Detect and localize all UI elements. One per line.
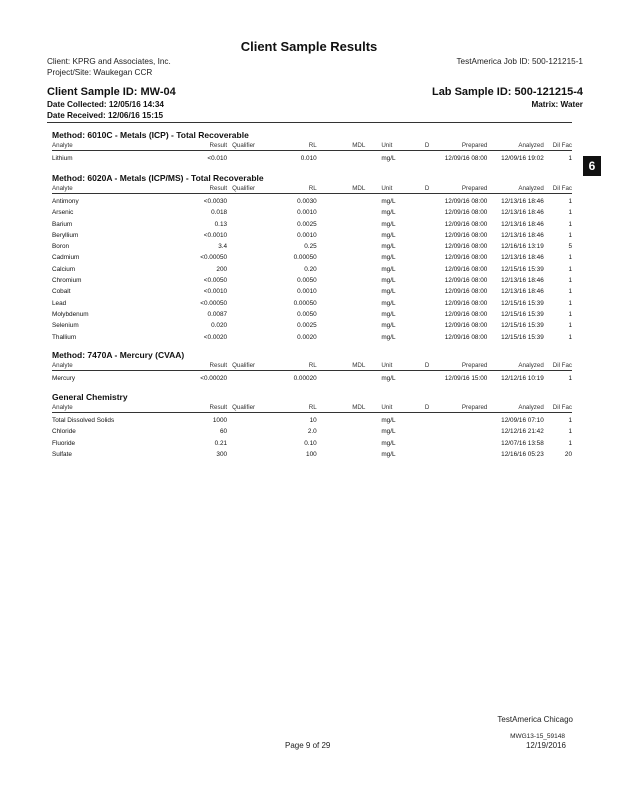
cell-dil: 1 xyxy=(568,417,572,424)
cell-mdl xyxy=(317,196,366,207)
cell-dil: 1 xyxy=(568,439,572,447)
cell-qualifier xyxy=(227,332,276,343)
cell-result: 0.0087 xyxy=(207,310,228,318)
column-header-analyzed: Analyzed xyxy=(518,185,544,192)
table-row xyxy=(52,426,572,437)
method-section xyxy=(52,130,572,164)
column-header-qualifier: Qualifier xyxy=(232,185,256,192)
cell-analyzed: 12/13/16 18:46 xyxy=(501,231,544,239)
cell-dil: 1 xyxy=(568,265,572,273)
cell-unit: mg/L xyxy=(381,417,396,424)
cell-dil: 1 xyxy=(568,277,572,285)
cell-analyte: Selenium xyxy=(52,322,79,330)
cell-analyzed: 12/13/16 18:46 xyxy=(501,254,544,262)
cell-mdl xyxy=(317,426,366,437)
cell-result: 1000 xyxy=(212,417,228,424)
cell-unit: mg/L xyxy=(381,265,396,273)
cell-rl: 0.10 xyxy=(304,439,317,447)
cell-qualifier xyxy=(227,298,276,309)
cell-prepared xyxy=(434,415,488,426)
job-id: TestAmerica Job ID: 500-121215-1 xyxy=(456,57,583,66)
column-header-mdl: MDL xyxy=(352,404,366,411)
cell-qualifier xyxy=(227,275,276,286)
cell-mdl xyxy=(317,219,366,230)
column-header-qualifier: Qualifier xyxy=(232,362,256,369)
column-header-row xyxy=(52,184,572,194)
cell-prepared: 12/09/16 08:00 xyxy=(444,265,488,273)
cell-qualifier xyxy=(227,219,276,230)
column-header-result: Result xyxy=(209,362,228,369)
cell-dil: 1 xyxy=(568,299,572,307)
column-header-result: Result xyxy=(209,142,228,149)
cell-unit: mg/L xyxy=(381,288,396,296)
cell-d xyxy=(420,298,434,309)
cell-rl: 0.00050 xyxy=(293,299,317,307)
cell-qualifier xyxy=(227,196,276,207)
cell-dil: 1 xyxy=(568,198,572,205)
cell-result: <0.00020 xyxy=(200,375,228,382)
cell-qualifier xyxy=(227,426,276,437)
column-header-unit: Unit xyxy=(381,404,393,411)
column-header-rl: RL xyxy=(308,142,317,149)
column-header-analyzed: Analyzed xyxy=(518,142,544,149)
cell-dil: 1 xyxy=(568,220,572,228)
table-row xyxy=(52,207,572,218)
cell-d xyxy=(420,449,434,460)
cell-prepared: 12/09/16 08:00 xyxy=(444,231,488,239)
cell-analyzed: 12/16/16 13:19 xyxy=(501,243,544,251)
cell-d xyxy=(420,415,434,426)
cell-d xyxy=(420,332,434,343)
cell-unit: mg/L xyxy=(381,220,396,228)
footer-date: 12/19/2016 xyxy=(525,741,566,750)
cell-rl: 0.00050 xyxy=(293,254,317,262)
cell-qualifier xyxy=(227,264,276,275)
column-header-prepared: Prepared xyxy=(461,362,488,369)
cell-result: <0.010 xyxy=(207,155,228,162)
cell-analyzed: 12/13/16 18:46 xyxy=(501,277,544,285)
cell-d xyxy=(420,241,434,252)
cell-dil: 1 xyxy=(568,310,572,318)
cell-rl: 0.0030 xyxy=(297,198,317,205)
method-section xyxy=(52,173,572,343)
cell-analyzed: 12/15/16 15:39 xyxy=(501,310,544,318)
cell-dil: 1 xyxy=(568,288,572,296)
cell-qualifier xyxy=(227,449,276,460)
cell-d xyxy=(420,320,434,331)
cell-rl: 0.00020 xyxy=(293,375,317,382)
cell-prepared: 12/09/16 08:00 xyxy=(444,277,488,285)
cell-mdl xyxy=(317,207,366,218)
cell-prepared: 12/09/16 08:00 xyxy=(444,220,488,228)
cell-rl: 2.0 xyxy=(307,428,317,436)
cell-analyte: Arsenic xyxy=(52,209,74,217)
cell-prepared xyxy=(434,426,488,437)
cell-d xyxy=(420,373,434,384)
column-header-rl: RL xyxy=(308,362,317,369)
column-header-dil: Dil Fac xyxy=(552,404,572,411)
cell-qualifier xyxy=(227,373,276,384)
client-name: Client: KPRG and Associates, Inc. xyxy=(47,57,171,66)
cell-unit: mg/L xyxy=(381,450,396,458)
column-header-rl: RL xyxy=(308,404,317,411)
column-header-rl: RL xyxy=(308,185,317,192)
cell-unit: mg/L xyxy=(381,231,396,239)
cell-unit: mg/L xyxy=(381,254,396,262)
column-header-qualifier: Qualifier xyxy=(232,142,256,149)
cell-result: 200 xyxy=(216,265,228,273)
cell-analyte: Chromium xyxy=(52,277,82,285)
cell-prepared: 12/09/16 08:00 xyxy=(444,299,488,307)
column-header-analyte: Analyte xyxy=(52,185,73,192)
cell-analyzed: 12/15/16 15:39 xyxy=(501,333,544,341)
cell-result: 0.020 xyxy=(211,322,228,330)
method-title: Method: 6020A - Metals (ICP/MS) - Total Recoverable xyxy=(52,173,264,183)
method-title: Method: 6010C - Metals (ICP) - Total Recoverable xyxy=(52,130,249,140)
cell-dil: 1 xyxy=(568,254,572,262)
column-header-dil: Dil Fac xyxy=(552,142,572,149)
column-header-analyte: Analyte xyxy=(52,142,73,149)
cell-prepared: 12/09/16 08:00 xyxy=(444,254,488,262)
cell-d xyxy=(420,153,434,164)
cell-analyzed: 12/13/16 18:46 xyxy=(501,288,544,296)
cell-analyzed: 12/09/16 07:10 xyxy=(501,417,544,424)
column-header-prepared: Prepared xyxy=(461,185,488,192)
client-sample-id: Client Sample ID: MW-04 xyxy=(47,86,176,98)
cell-analyzed: 12/09/16 19:02 xyxy=(501,155,544,162)
cell-mdl xyxy=(317,449,366,460)
cell-d xyxy=(420,219,434,230)
cell-prepared: 12/09/16 08:00 xyxy=(444,198,488,205)
cell-prepared: 12/09/16 08:00 xyxy=(444,322,488,330)
cell-qualifier xyxy=(227,252,276,263)
cell-rl: 0.0010 xyxy=(297,231,317,239)
cell-analyte: Thallium xyxy=(52,333,77,341)
cell-unit: mg/L xyxy=(381,243,396,251)
cell-mdl xyxy=(317,230,366,241)
cell-mdl xyxy=(317,438,366,449)
cell-rl: 0.0020 xyxy=(297,333,317,341)
cell-d xyxy=(420,196,434,207)
table-row xyxy=(52,241,572,252)
cell-result: 300 xyxy=(216,450,228,458)
footer-doc-id: MWG13-15_59148 xyxy=(510,733,565,740)
cell-unit: mg/L xyxy=(381,155,396,162)
cell-unit: mg/L xyxy=(381,333,396,341)
cell-qualifier xyxy=(227,309,276,320)
cell-mdl xyxy=(317,309,366,320)
cell-analyte: Sulfate xyxy=(52,450,72,458)
cell-unit: mg/L xyxy=(381,310,396,318)
cell-analyte: Beryllium xyxy=(52,231,79,239)
table-row xyxy=(52,415,572,426)
cell-analyzed: 12/13/16 18:46 xyxy=(501,198,544,205)
cell-mdl xyxy=(317,298,366,309)
cell-dil: 5 xyxy=(568,243,572,251)
column-header-unit: Unit xyxy=(381,362,393,369)
cell-result: 0.21 xyxy=(214,439,228,447)
cell-analyte: Lead xyxy=(52,299,67,307)
cell-analyzed: 12/15/16 15:39 xyxy=(501,265,544,273)
column-header-dil: Dil Fac xyxy=(552,362,572,369)
cell-result: 3.4 xyxy=(218,243,228,251)
cell-dil: 20 xyxy=(564,450,572,458)
date-received: Date Received: 12/06/16 15:15 xyxy=(47,111,164,120)
cell-analyte: Boron xyxy=(52,243,70,251)
cell-analyzed: 12/12/16 10:19 xyxy=(501,375,544,382)
date-collected: Date Collected: 12/05/16 14:34 xyxy=(47,100,164,109)
cell-mdl xyxy=(317,415,366,426)
project-site: Project/Site: Waukegan CCR xyxy=(47,68,153,77)
cell-analyzed: 12/07/16 13:58 xyxy=(501,439,544,447)
table-row xyxy=(52,373,572,384)
column-header-unit: Unit xyxy=(381,142,393,149)
column-header-result: Result xyxy=(209,185,228,192)
cell-analyte: Mercury xyxy=(52,375,76,382)
cell-mdl xyxy=(317,264,366,275)
header-divider xyxy=(47,122,572,123)
table-row xyxy=(52,230,572,241)
cell-analyte: Antimony xyxy=(52,198,79,205)
cell-rl: 0.20 xyxy=(304,265,317,273)
cell-result: 0.13 xyxy=(214,220,228,228)
method-title: Method: 7470A - Mercury (CVAA) xyxy=(52,350,185,360)
cell-analyte: Molybdenum xyxy=(52,310,89,318)
cell-prepared: 12/09/16 08:00 xyxy=(444,333,488,341)
method-section xyxy=(52,392,572,460)
cell-analyte: Barium xyxy=(52,220,73,228)
column-header-row xyxy=(52,403,572,413)
table-row xyxy=(52,264,572,275)
cell-d xyxy=(420,275,434,286)
cell-result: 0.018 xyxy=(211,209,228,217)
cell-analyzed: 12/15/16 15:39 xyxy=(501,322,544,330)
cell-analyte: Fluoride xyxy=(52,439,76,447)
column-header-unit: Unit xyxy=(381,185,393,192)
cell-mdl xyxy=(317,286,366,297)
cell-prepared: 12/09/16 15:00 xyxy=(444,375,488,382)
cell-analyte: Lithium xyxy=(52,155,73,162)
cell-rl: 0.0025 xyxy=(297,322,317,330)
cell-prepared: 12/09/16 08:00 xyxy=(444,243,488,251)
column-header-analyte: Analyte xyxy=(52,404,73,411)
cell-d xyxy=(420,286,434,297)
column-header-mdl: MDL xyxy=(352,362,366,369)
cell-rl: 0.0050 xyxy=(297,277,317,285)
cell-d xyxy=(420,426,434,437)
cell-analyte: Total Dissolved Solids xyxy=(52,417,115,424)
cell-mdl xyxy=(317,153,366,164)
cell-qualifier xyxy=(227,230,276,241)
cell-prepared: 12/09/16 08:00 xyxy=(444,288,488,296)
cell-rl: 0.0010 xyxy=(297,209,317,217)
column-header-prepared: Prepared xyxy=(461,404,488,411)
table-row xyxy=(52,219,572,230)
cell-unit: mg/L xyxy=(381,209,396,217)
table-row xyxy=(52,252,572,263)
column-header-prepared: Prepared xyxy=(461,142,488,149)
cell-analyzed: 12/13/16 18:46 xyxy=(501,209,544,217)
table-row xyxy=(52,332,572,343)
cell-rl: 0.0050 xyxy=(297,310,317,318)
cell-mdl xyxy=(317,332,366,343)
method-section xyxy=(52,350,572,384)
column-header-qualifier: Qualifier xyxy=(232,404,256,411)
cell-mdl xyxy=(317,275,366,286)
cell-mdl xyxy=(317,241,366,252)
column-header-d: D xyxy=(424,404,430,411)
matrix: Matrix: Water xyxy=(531,100,583,109)
cell-result: 60 xyxy=(219,428,228,436)
cell-analyzed: 12/15/16 15:39 xyxy=(501,299,544,307)
cell-result: <0.0050 xyxy=(203,277,228,285)
cell-unit: mg/L xyxy=(381,439,396,447)
cell-unit: mg/L xyxy=(381,428,396,436)
cell-rl: 10 xyxy=(309,417,317,424)
table-row xyxy=(52,320,572,331)
cell-mdl xyxy=(317,373,366,384)
cell-d xyxy=(420,438,434,449)
section-tab-marker: 6 xyxy=(583,156,601,176)
cell-prepared xyxy=(434,449,488,460)
cell-analyzed: 12/13/16 18:46 xyxy=(501,220,544,228)
page-title: Client Sample Results xyxy=(240,39,378,54)
column-header-analyzed: Analyzed xyxy=(518,404,544,411)
cell-qualifier xyxy=(227,438,276,449)
cell-d xyxy=(420,252,434,263)
cell-dil: 1 xyxy=(568,428,572,436)
cell-rl: 0.25 xyxy=(304,243,317,251)
cell-dil: 1 xyxy=(568,333,572,341)
cell-result: <0.00050 xyxy=(200,299,228,307)
column-header-analyzed: Analyzed xyxy=(518,362,544,369)
table-row xyxy=(52,286,572,297)
cell-result: <0.0030 xyxy=(203,198,228,205)
cell-prepared: 12/09/16 08:00 xyxy=(444,310,488,318)
cell-unit: mg/L xyxy=(381,277,396,285)
column-header-row xyxy=(52,141,572,151)
cell-d xyxy=(420,230,434,241)
column-header-mdl: MDL xyxy=(352,142,366,149)
table-row xyxy=(52,298,572,309)
cell-rl: 0.0025 xyxy=(297,220,317,228)
lab-sample-id: Lab Sample ID: 500-121215-4 xyxy=(431,86,583,98)
cell-qualifier xyxy=(227,153,276,164)
cell-analyte: Chloride xyxy=(52,428,76,436)
table-row xyxy=(52,275,572,286)
cell-rl: 100 xyxy=(306,450,317,458)
column-header-analyte: Analyte xyxy=(52,362,73,369)
cell-result: <0.0010 xyxy=(203,288,228,296)
table-row xyxy=(52,449,572,460)
footer-page: Page 9 of 29 xyxy=(285,741,331,750)
cell-analyte: Cobalt xyxy=(52,288,71,296)
method-title: General Chemistry xyxy=(52,392,128,402)
cell-dil: 1 xyxy=(568,231,572,239)
cell-unit: mg/L xyxy=(381,375,396,382)
cell-unit: mg/L xyxy=(381,198,396,205)
cell-qualifier xyxy=(227,415,276,426)
cell-mdl xyxy=(317,320,366,331)
cell-result: <0.00050 xyxy=(200,254,228,262)
table-row xyxy=(52,153,572,164)
table-row xyxy=(52,309,572,320)
cell-dil: 1 xyxy=(568,322,572,330)
column-header-dil: Dil Fac xyxy=(552,185,572,192)
cell-prepared: 12/09/16 08:00 xyxy=(444,155,488,162)
table-row xyxy=(52,196,572,207)
cell-prepared xyxy=(434,438,488,449)
cell-unit: mg/L xyxy=(381,299,396,307)
column-header-d: D xyxy=(424,185,430,192)
cell-d xyxy=(420,207,434,218)
column-header-mdl: MDL xyxy=(352,185,366,192)
cell-qualifier xyxy=(227,207,276,218)
cell-rl: 0.0010 xyxy=(297,288,317,296)
cell-analyte: Calcium xyxy=(52,265,76,273)
cell-d xyxy=(420,264,434,275)
cell-mdl xyxy=(317,252,366,263)
column-header-d: D xyxy=(424,142,430,149)
cell-unit: mg/L xyxy=(381,322,396,330)
cell-qualifier xyxy=(227,286,276,297)
cell-qualifier xyxy=(227,241,276,252)
cell-prepared: 12/09/16 08:00 xyxy=(444,209,488,217)
table-row xyxy=(52,438,572,449)
cell-result: <0.0010 xyxy=(203,231,228,239)
cell-dil: 1 xyxy=(568,375,572,382)
column-header-result: Result xyxy=(209,404,228,411)
cell-analyzed: 12/12/16 21:42 xyxy=(501,428,544,436)
footer-lab: TestAmerica Chicago xyxy=(497,715,573,724)
cell-d xyxy=(420,309,434,320)
column-header-row xyxy=(52,361,572,371)
cell-analyte: Cadmium xyxy=(52,254,80,262)
cell-qualifier xyxy=(227,320,276,331)
cell-analyzed: 12/16/16 05:23 xyxy=(501,450,544,458)
column-header-d: D xyxy=(424,362,430,369)
cell-rl: 0.010 xyxy=(300,155,317,162)
cell-result: <0.0020 xyxy=(203,333,228,341)
cell-dil: 1 xyxy=(568,209,572,217)
cell-dil: 1 xyxy=(568,155,572,162)
